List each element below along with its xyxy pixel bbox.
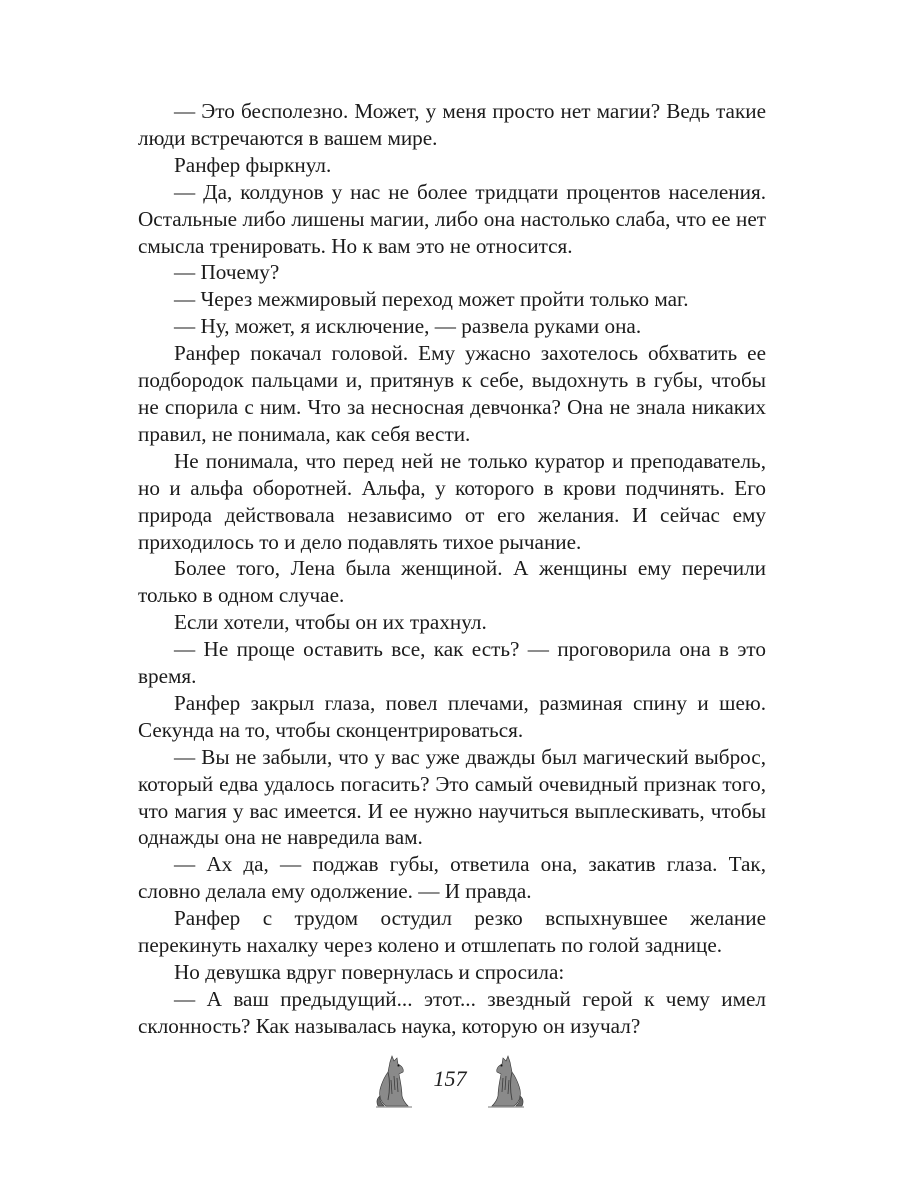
wolf-icon — [482, 1050, 528, 1108]
paragraph: — Ах да, — поджав губы, ответила она, закатив глаза. Так, словно делала ему одолжение. — И правда. — [138, 852, 766, 904]
paragraph: — Да, колдунов у нас не более тридцати процентов населения. Остальные либо лишены магии, либо она настолько слаба, что ее нет смысла тренировать. Но к вам это не относится. — [138, 179, 766, 258]
page-footer — [368, 1050, 532, 1110]
paragraph: — Вы не забыли, что у вас уже дважды был магический выброс, который едва удалось погасить? Это самый очевидный признак того, что магия у вас имеется. И ее нужно научиться выплескивать, чтобы однажды она не навредила вам. — [138, 744, 766, 850]
paragraph: — Ну, может, я исключение, — развела руками она. — [174, 314, 642, 339]
paragraph: Ранфер фыркнул. — [174, 152, 332, 177]
paragraph: Не понимала, что перед ней не только куратор и преподаватель, но и альфа оборотней. Альфа, у которого в крови подчинять. Его природа действовала независимо от его желания. И сейчас ему приходилось то и дело подавлять тихое рычание. — [138, 448, 766, 554]
paragraph: — Через межмировый переход может пройти только маг. — [174, 287, 689, 312]
paragraph: — Это бесполезно. Может, у меня просто нет магии? Ведь такие люди встречаются в вашем мире. — [138, 99, 766, 150]
wolf-icon — [372, 1050, 418, 1108]
page-number: 157 — [433, 1066, 467, 1091]
paragraph: Но девушка вдруг повернулась и спросила: — [174, 960, 565, 984]
body-text — [138, 98, 766, 1040]
paragraph: — Почему? — [174, 260, 280, 285]
paragraph: Более того, Лена была женщиной. А женщины ему перечили только в одном случае. — [138, 556, 766, 608]
paragraph: Ранфер закрыл глаза, повел плечами, разминая спину и шею. Секунда на то, чтобы сконцентрироваться. — [138, 690, 766, 742]
paragraph: Если хотели, чтобы он их трахнул. — [174, 610, 487, 635]
paragraph: — Не проще оставить все, как есть? — проговорила она в это время. — [138, 637, 766, 689]
paragraph: Ранфер с трудом остудил резко вспыхнувшее желание перекинуть нахалку через колено и отшлепать по голой заднице. — [138, 906, 766, 958]
paragraph: — А ваш предыдущий... этот... звездный герой к чему имел склонность? Как называлась наука, которую он изучал? — [138, 986, 766, 1038]
paragraph: Ранфер покачал головой. Ему ужасно захотелось обхватить ее подбородок пальцами и, притянув к себе, выдохнуть в губы, чтобы не спорила с ним. Что за несносная девчонка? Она не знала никаких правил, не понимала, как себя вести. — [138, 341, 766, 446]
